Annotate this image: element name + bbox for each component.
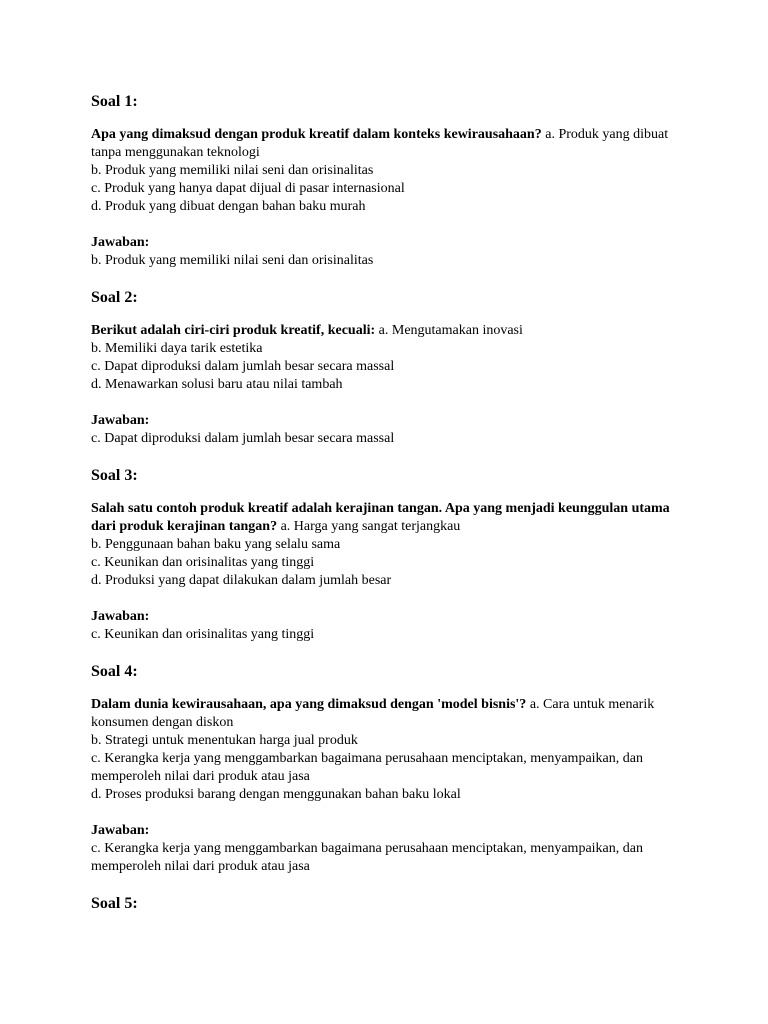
answer-block: [91, 608, 691, 644]
option-c: c. Produk yang hanya dapat dijual di pasar internasional: [91, 181, 405, 196]
question-stem: Salah satu contoh produk kreatif adalah kerajinan tangan. Apa yang menjadi keunggulan utama dari produk kerajinan tangan?: [91, 501, 670, 534]
question-stem: Berikut adalah ciri-ciri produk kreatif, kecuali:: [91, 323, 376, 338]
option-a: a. Cara untuk menarik konsumen dengan diskon: [91, 697, 655, 730]
option-c: c. Kerangka kerja yang menggambarkan bagaimana perusahaan menciptakan, menyampaikan, dan memperoleh nilai dari produk atau jasa: [91, 751, 643, 784]
answer-block: [91, 234, 691, 270]
option-a: a. Produk yang dibuat tanpa menggunakan teknologi: [91, 127, 669, 160]
question-block-2: [91, 288, 691, 448]
answer-text: c. Kerangka kerja yang menggambarkan bagaimana perusahaan menciptakan, menyampaikan, dan memperoleh nilai dari produk atau jasa: [91, 841, 643, 874]
option-b: b. Strategi untuk menentukan harga jual produk: [91, 733, 358, 748]
question-title: Soal 4:: [91, 663, 138, 680]
question-title: Soal 3:: [91, 467, 138, 484]
answer-text: c. Dapat diproduksi dalam jumlah besar secara massal: [91, 431, 395, 446]
question-block-5: [91, 894, 691, 914]
question-title: Soal 1:: [91, 93, 138, 110]
answer-label: Jawaban:: [91, 413, 150, 428]
answer-block: [91, 412, 691, 448]
option-d: d. Produksi yang dapat dilakukan dalam jumlah besar: [91, 573, 392, 588]
answer-label: Jawaban:: [91, 235, 150, 250]
answer-text: c. Keunikan dan orisinalitas yang tinggi: [91, 627, 315, 642]
question-stem: Apa yang dimaksud dengan produk kreatif dalam konteks kewirausahaan?: [91, 127, 542, 142]
answer-block: [91, 822, 691, 876]
option-b: b. Memiliki daya tarik estetika: [91, 341, 263, 356]
question-text: [91, 322, 691, 340]
question-block-1: [91, 92, 691, 270]
option-b: b. Penggunaan bahan baku yang selalu sama: [91, 537, 341, 552]
answer-label: Jawaban:: [91, 823, 150, 838]
option-d: d. Menawarkan solusi baru atau nilai tambah: [91, 377, 343, 392]
document-page: [91, 92, 691, 932]
option-d: d. Proses produksi barang dengan menggunakan bahan baku lokal: [91, 787, 461, 802]
question-block-4: [91, 662, 691, 876]
question-title: Soal 2:: [91, 289, 138, 306]
question-text: [91, 500, 691, 536]
answer-label: Jawaban:: [91, 609, 150, 624]
answer-text: b. Produk yang memiliki nilai seni dan orisinalitas: [91, 253, 374, 268]
question-text: [91, 126, 691, 162]
option-c: c. Keunikan dan orisinalitas yang tinggi: [91, 555, 315, 570]
option-d: d. Produk yang dibuat dengan bahan baku murah: [91, 199, 366, 214]
option-b: b. Produk yang memiliki nilai seni dan orisinalitas: [91, 163, 374, 178]
question-block-3: [91, 466, 691, 644]
option-c: c. Dapat diproduksi dalam jumlah besar secara massal: [91, 359, 395, 374]
question-stem: Dalam dunia kewirausahaan, apa yang dimaksud dengan 'model bisnis'?: [91, 697, 527, 712]
option-a: a. Mengutamakan inovasi: [375, 323, 523, 338]
question-text: [91, 696, 691, 732]
option-a: a. Harga yang sangat terjangkau: [277, 519, 461, 534]
question-title: Soal 5:: [91, 895, 138, 912]
